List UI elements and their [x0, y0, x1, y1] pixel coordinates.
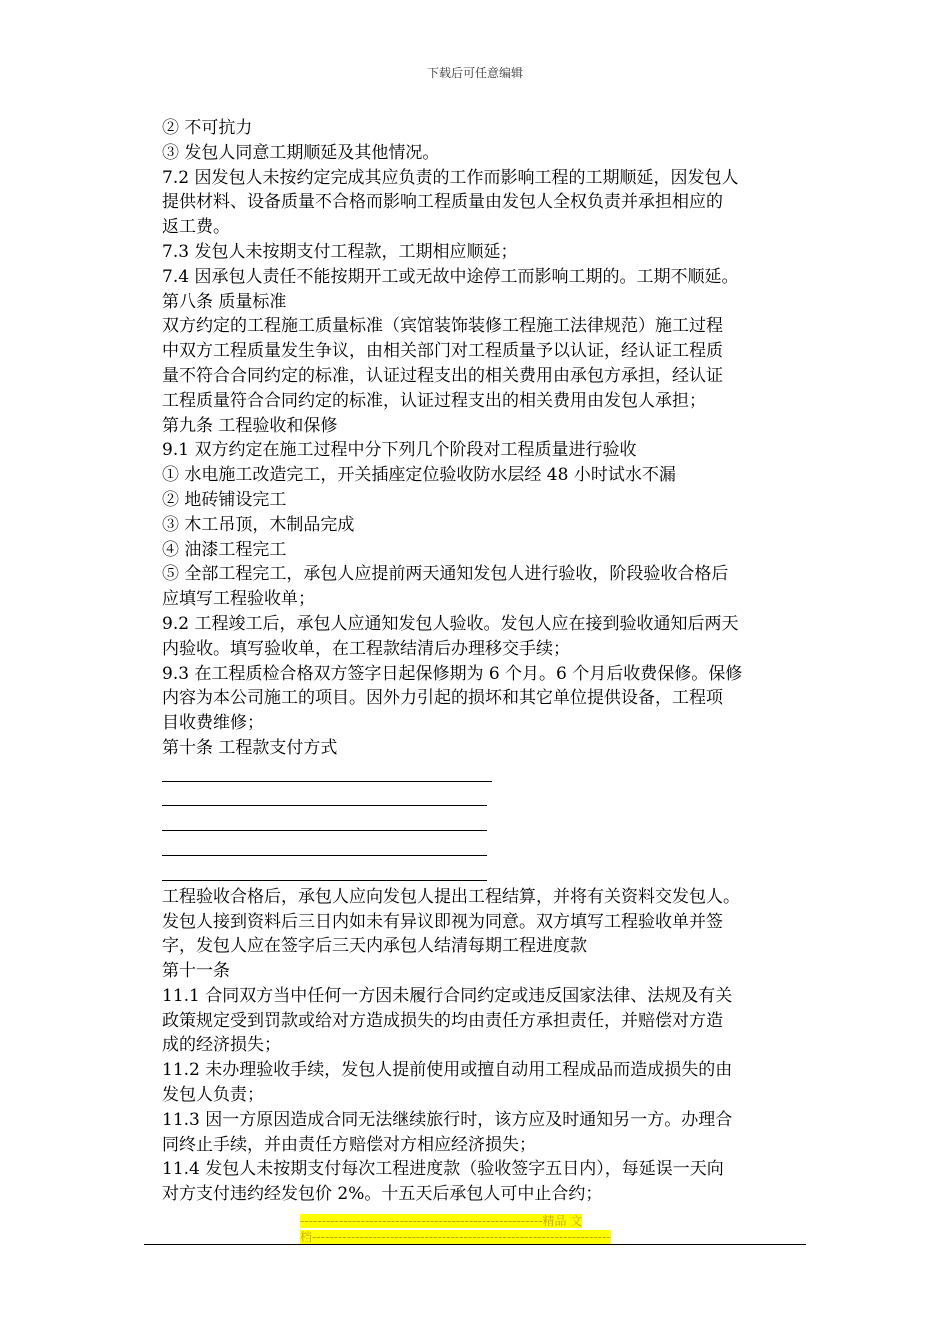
paragraph-line: 同终止手续，并由责任方赔偿对方相应经济损失；	[162, 1134, 536, 1155]
footer-line-2: 档---------------------------------------------------------------------	[300, 1230, 611, 1244]
blank-fill-line	[162, 860, 812, 885]
paragraph-line: ④ 油漆工程完工	[162, 539, 287, 560]
paragraph-line: 第十一条	[162, 961, 230, 982]
paragraph-line: 发包人负责；	[162, 1085, 264, 1106]
underline-rule	[162, 830, 487, 831]
paragraph-line: 应填写工程验收单；	[162, 589, 315, 610]
paragraph-line: 内容为本公司施工的项目。因外力引起的损坏和其它单位提供设备，工程项	[162, 688, 723, 709]
underline-rule	[162, 781, 492, 782]
footer-watermark	[300, 1213, 636, 1245]
paragraph-line: 工程验收合格后，承包人应向发包人提出工程结算，并将有关资料交发包人。	[162, 886, 740, 907]
paragraph-line: 9.3 在工程质检合格双方签字日起保修期为 6 个月。6 个月后收费保修。保修	[162, 663, 743, 684]
paragraph-line: ② 不可抗力	[162, 118, 253, 138]
paragraph-line: 返工费。	[162, 217, 230, 238]
footer-line-1: --------------------------------------------------------精品 文	[300, 1214, 583, 1228]
paragraph-line: 双方约定的工程施工质量标准（宾馆装饰装修工程施工法律规范）施工过程	[162, 316, 723, 337]
paragraph-line: 发包人接到资料后三日内如未有异议即视为同意。双方填写工程验收单并签	[162, 911, 723, 932]
paragraph-line: ⑤ 全部工程完工，承包人应提前两天通知发包人进行验收，阶段验收合格后	[162, 564, 729, 585]
paragraph-line: 对方支付违约经发包价 2%。十五天后承包人可中止合约；	[162, 1184, 603, 1205]
document-body	[162, 116, 812, 1207]
paragraph-line: 量不符合合同约定的标准，认证过程支出的相关费用由承包方承担，经认证	[162, 365, 723, 386]
paragraph-line: 第九条 工程验收和保修	[162, 415, 338, 436]
paragraph-line: 第十条 工程款支付方式	[162, 737, 338, 758]
paragraph-line: 9.1 双方约定在施工过程中分下列几个阶段对工程质量进行验收	[162, 440, 637, 461]
paragraph-line: 中双方工程质量发生争议，由相关部门对工程质量予以认证，经认证工程质	[162, 341, 723, 362]
paragraph-line: 目收费维修；	[162, 713, 264, 734]
paragraph-line: 政策规定受到罚款或给对方造成损失的均由责任方承担责任，并赔偿对方造	[162, 1010, 723, 1031]
paragraph-line: 9.2 工程竣工后，承包人应通知发包人验收。发包人应在接到验收通知后两天	[162, 613, 739, 634]
paragraph-line: 11.4 发包人未按期支付每次工程进度款（验收签字五日内），每延误一天向	[162, 1159, 724, 1180]
paragraph-line: 工程质量符合合同约定的标准，认证过程支出的相关费用由发包人承担；	[162, 390, 706, 411]
paragraph-line: 11.3 因一方原因造成合同无法继续旅行时，该方应及时通知另一方。办理合	[162, 1109, 733, 1130]
paragraph-line: ① 水电施工改造完工，开关插座定位验收防水层经 48 小时试水不漏	[162, 465, 676, 486]
paragraph-line: 7.3 发包人未按期支付工程款，工期相应顺延；	[162, 241, 518, 262]
paragraph-line: 字，发包人应在签字后三天内承包人结清每期工程进度款	[162, 936, 587, 957]
blank-fill-line	[162, 761, 812, 786]
paragraph-line: 成的经济损失；	[162, 1035, 281, 1056]
paragraph-line: ③ 木工吊顶，木制品完成	[162, 514, 355, 535]
underline-rule	[162, 855, 487, 856]
paragraph-line: 7.2 因发包人未按约定完成其应负责的工作而影响工程的工期顺延，因发包人	[162, 167, 739, 188]
paragraph-line: ③ 发包人同意工期顺延及其他情况。	[162, 142, 440, 163]
blank-fill-line	[162, 786, 812, 811]
blank-fill-line	[162, 810, 812, 835]
footer-divider	[144, 1244, 806, 1245]
underline-rule	[162, 805, 487, 806]
page-header: 下载后可任意编辑	[426, 66, 523, 80]
paragraph-line: ② 地砖铺设完工	[162, 489, 287, 510]
paragraph-line: 11.2 未办理验收手续，发包人提前使用或擅自动用工程成品而造成损失的由	[162, 1060, 733, 1081]
blank-fill-line	[162, 835, 812, 860]
paragraph-line: 内验收。填写验收单，在工程款结清后办理移交手续；	[162, 638, 570, 659]
paragraph-line: 11.1 合同双方当中任何一方因未履行合同约定或违反国家法律、法规及有关	[162, 985, 733, 1006]
paragraph-line: 提供材料、设备质量不合格而影响工程质量由发包人全权负责并承担相应的	[162, 192, 723, 213]
paragraph-line: 第八条 质量标准	[162, 291, 287, 312]
underline-rule	[162, 880, 487, 881]
paragraph-line: 7.4 因承包人责任不能按期开工或无故中途停工而影响工期的。工期不顺延。	[162, 266, 739, 287]
